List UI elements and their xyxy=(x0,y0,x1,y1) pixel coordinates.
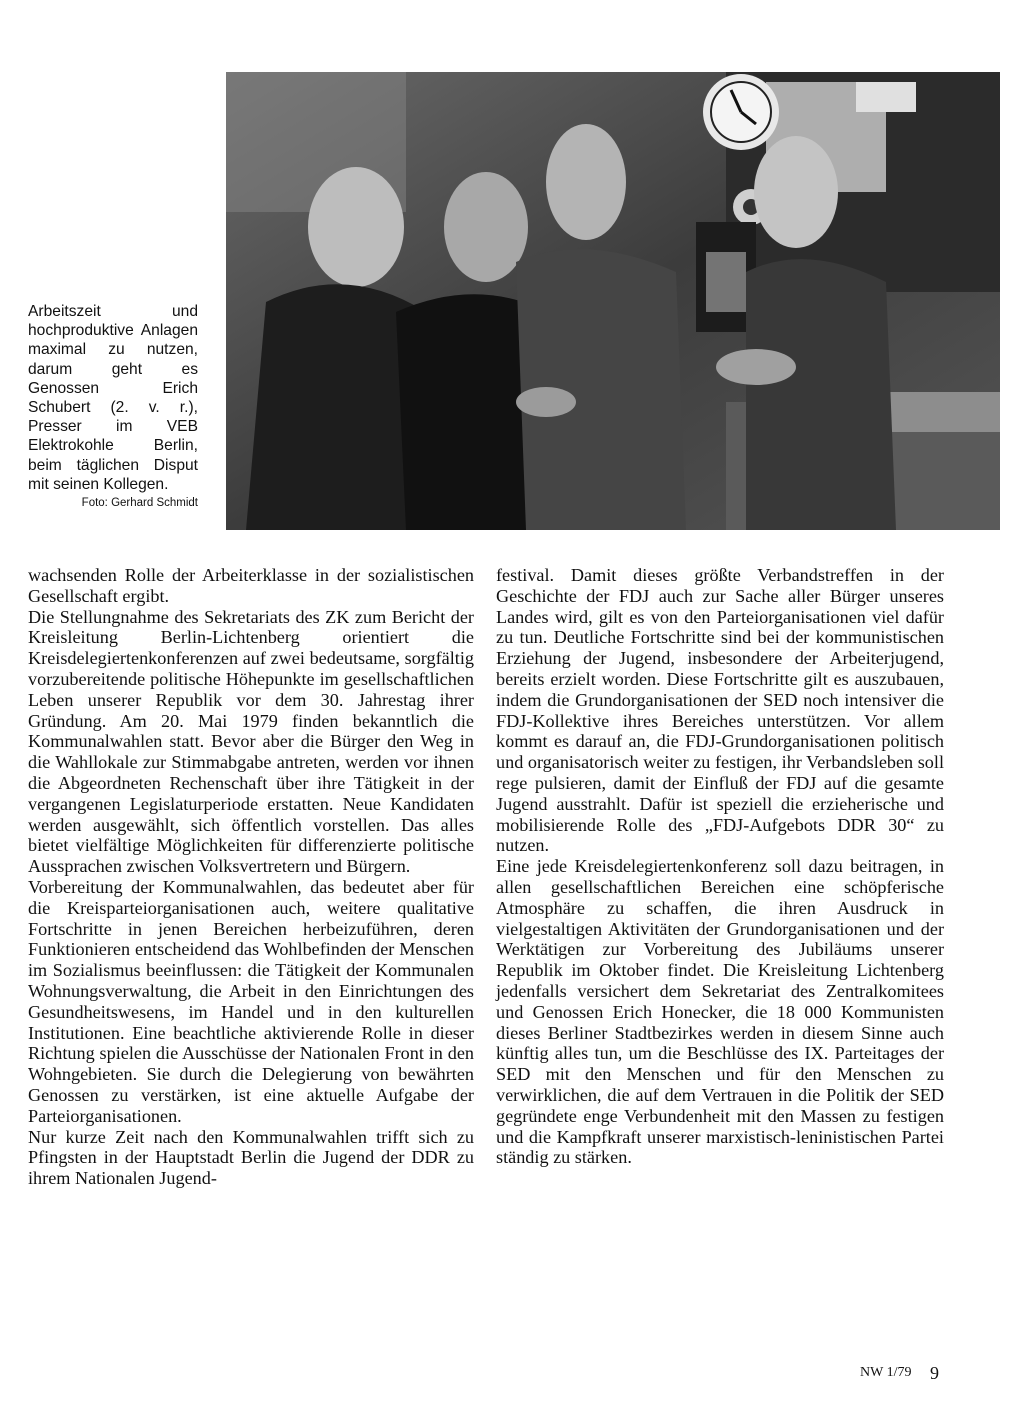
photo-credit: Foto: Gerhard Schmidt xyxy=(81,497,198,510)
paragraph: Vorbereitung der Kommunalwahlen, das bedeutet aber für die Kreisparteiorganisationen auch, weitere qualitative Fortschritte in jenen Bereichen herbeizuführen, deren Funktionieren entscheidend das Wohlbefinden der Menschen im Sozialismus beeinflussen: die Tätigkeit der Kommunalen Wohnungsverwaltung, die Arbeit in den Einrichtungen des Gesundheitswesens, im Handel und in den kulturellen Institutionen. Eine beachtliche aktivierende Rolle in dieser Richtung spielen die Ausschüsse der Nationalen Front in den Wohngebieten. Sie durch die Delegierung von bewährten Genossen zu verstärken, ist eine aktuelle Aufgabe der Parteiorganisationen. xyxy=(28,876,474,1126)
photo-caption xyxy=(28,302,198,511)
article-photo xyxy=(226,72,1000,530)
issue-label: NW 1/79 xyxy=(860,1365,912,1380)
paragraph: wachsenden Rolle der Arbeiterklasse in der sozialistischen Gesellschaft ergibt. xyxy=(28,565,474,606)
paragraph: Eine jede Kreisdelegiertenkonferenz soll dazu beitragen, in allen gesellschaftlichen Bereichen eine schöpferische Atmosphäre zu schaffen, die ihren Ausdruck in vielgestaltigen Aktivitäten der Grundorganisationen und der Werktätigen zur Vorbereitung des Jubiläums unserer Republik im Oktober findet. Die Kreisleitung Lichtenberg jedenfalls versichert dem Sekretariat des Zentralkomitees und Genossen Erich Honecker, die 18 000 Kommunisten dieses Berliner Stadtbezirkes werden in diesem Sinne auch künftig alles tun, um die Beschlüsse des IX. Parteitages der SED mit den Menschen und für den Menschen zu verwirklichen, die auf dem Vertrauen in die Politik der SED gegründete enge Verbundenheit mit den Massen zu festigen und die Kampfkraft unserer marxistisch-leninistischen Partei ständig zu stärken. xyxy=(496,856,944,1168)
paragraph: festival. Damit dieses größte Verbandstreffen in der Geschichte der FDJ auch zur Sache aller Bürger unseres Landes wird, gilt es von den Parteiorganisationen viel dafür zu tun. Deutliche Fortschritte sind bei der kommunistischen Erziehung der Jugend, insbesondere der Arbeiterjugend, bereits erzielt worden. Diese Fortschritte gilt es auszubauen, indem die Grundorganisationen der SED noch intensiver die FDJ-Kollektive ihres Bereiches unterstützen. Vor allem kommt es darauf an, die FDJ-Grundorganisationen politisch und organisatorisch weiter zu festigen, ihr Verbandsleben soll rege pulsieren, damit der Einfluß der FDJ auf die gesamte Jugend ausstrahlt. Dafür ist speziell die erzieherische und mobilisierende Rolle des „FDJ-Aufgebots DDR 30“ zu nutzen. xyxy=(496,565,944,856)
photo-workers-icon xyxy=(226,72,1000,530)
paragraph: Die Stellungnahme des Sekretariats des ZK zum Bericht der Kreisleitung Berlin-Lichtenberg orientiert die Kreisdelegiertenkonferenzen auf zwei bedeutsame, sorgfältig vorzubereitende politische Höhepunkte im gesellschaftlichen Leben unserer Republik vor dem 30. Jahrestag ihrer Gründung. Am 20. Mai 1979 finden bekanntlich die Kommunalwahlen statt. Bevor aber die Bürger den Weg in die Wahllokale zur Stimmabgabe antreten, werden vor ihnen die Abgeordneten Rechenschaft über ihre Tätigkeit in der vergangenen Legislaturperiode erstatten. Neue Kandidaten werden ausgewählt, sich öffentlich vorstellen. Das alles bietet vielfältige Möglichkeiten für differenzierte politische Aussprachen zwischen Volksvertretern und Bürgern. xyxy=(28,606,474,877)
paragraph: Nur kurze Zeit nach den Kommunalwahlen trifft sich zu Pfingsten in der Hauptstadt Berlin die Jugend der DDR zu ihrem Nationalen Jugend- xyxy=(28,1126,474,1189)
caption-text: Arbeitszeit und hochproduktive Anlagen maximal zu nutzen, darum geht es Genossen Erich Schubert (2. v. r.), Presser im VEB Elektrokohle Berlin, beim täglichen Disput mit seinen Kollegen. xyxy=(28,303,198,493)
text-column-right xyxy=(496,565,944,1168)
page-number: 9 xyxy=(930,1363,939,1383)
text-column-left xyxy=(28,565,474,1189)
